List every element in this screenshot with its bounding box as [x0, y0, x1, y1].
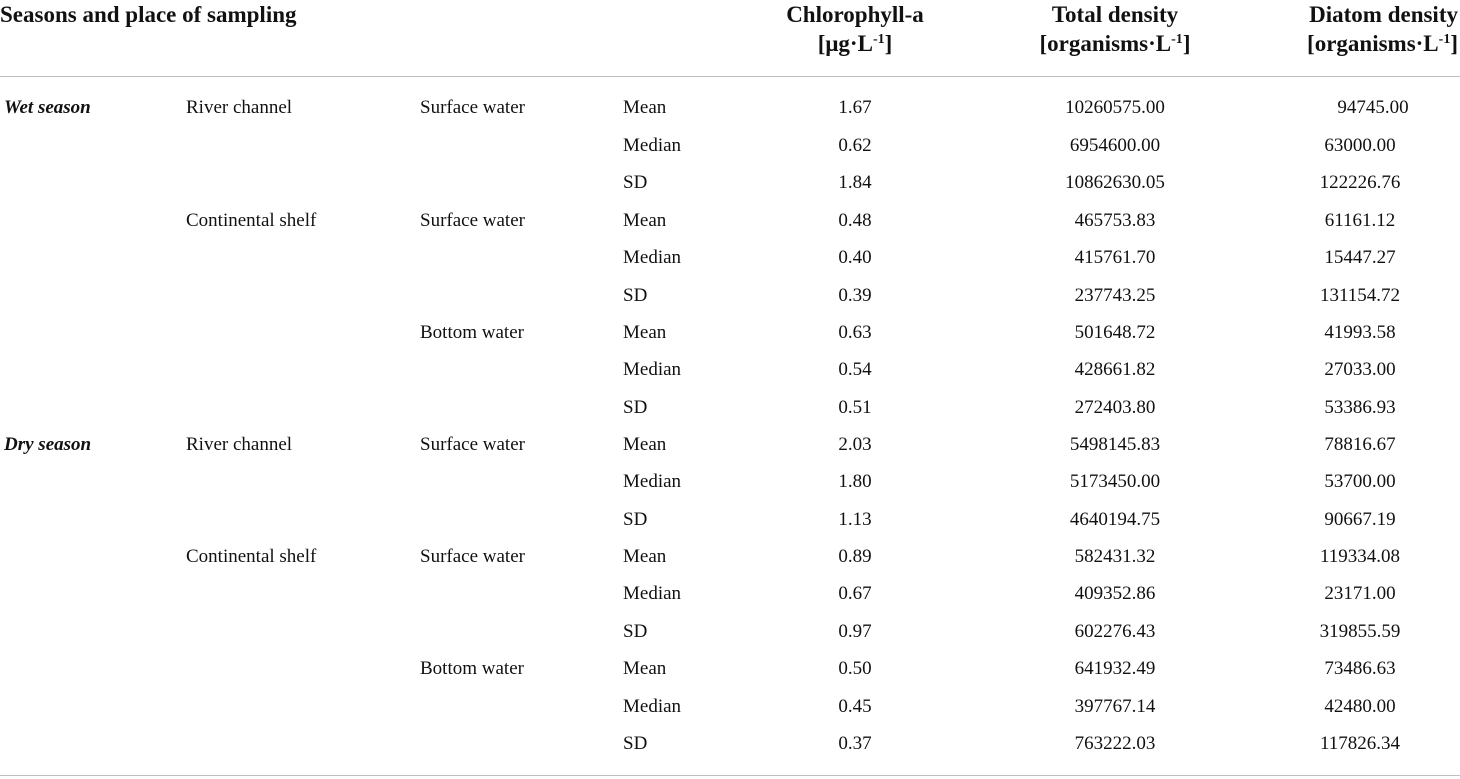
chlorophyll-value: 1.80 [838, 471, 872, 492]
unit-exponent: -1 [1438, 32, 1451, 47]
total-density-value: 428661.82 [1074, 359, 1156, 380]
chlorophyll-value: 0.63 [838, 322, 872, 343]
diatom-density-value: 319855.59 [1319, 621, 1401, 642]
header-seasons-place-label: Seasons and place of sampling [0, 2, 297, 27]
stat-label: Mean [623, 322, 667, 343]
unit-text: [organisms·L [1039, 31, 1172, 56]
header-chlorophyll-unit [740, 29, 970, 58]
header-chlorophyll-label: Chlorophyll-a [786, 2, 924, 27]
total-density-value: 6954600.00 [1069, 135, 1161, 156]
stat-label: Median [623, 247, 682, 268]
depth-label-surface-water: Surface water [420, 546, 525, 567]
stat-label: SD [623, 733, 648, 754]
total-density-value: 4640194.75 [1069, 509, 1161, 530]
stat-label: Median [623, 583, 682, 604]
unit-text: [organisms·L [1307, 31, 1439, 56]
stat-label: Median [623, 471, 682, 492]
depth-label-surface-water: Surface water [420, 434, 525, 455]
total-density-value: 415761.70 [1074, 247, 1156, 268]
total-density-value: 237743.25 [1074, 285, 1156, 306]
total-density-value: 602276.43 [1074, 621, 1156, 642]
chlorophyll-value: 0.50 [838, 658, 872, 679]
total-density-value: 272403.80 [1074, 397, 1156, 418]
place-label-river-channel: River channel [186, 434, 293, 455]
stat-label: Median [623, 359, 682, 380]
unit-bracket: ] [1182, 31, 1191, 56]
unit-bracket: ] [884, 31, 893, 56]
diatom-density-value: 61161.12 [1324, 210, 1396, 231]
stat-label: Mean [623, 97, 667, 118]
stat-label: Median [623, 135, 682, 156]
header-total-density-label: Total density [1051, 2, 1179, 27]
stat-label: SD [623, 397, 648, 418]
diatom-density-value: 27033.00 [1324, 359, 1396, 380]
chlorophyll-value: 0.40 [838, 247, 872, 268]
total-density-value: 763222.03 [1074, 733, 1156, 754]
place-label-river-channel: River channel [186, 97, 293, 118]
diatom-density-value: 42480.00 [1324, 696, 1396, 717]
diatom-density-value: 53700.00 [1324, 471, 1396, 492]
depth-label-bottom-water: Bottom water [420, 322, 524, 343]
chlorophyll-value: 0.51 [838, 397, 872, 418]
stat-label: SD [623, 621, 648, 642]
total-density-value: 397767.14 [1074, 696, 1156, 717]
chlorophyll-value: 0.48 [838, 210, 872, 231]
stat-label: Median [623, 696, 682, 717]
place-label-continental-shelf: Continental shelf [186, 546, 317, 567]
total-density-value: 641932.49 [1074, 658, 1156, 679]
diatom-density-value: 15447.27 [1324, 247, 1396, 268]
header-divider [0, 76, 1460, 77]
header-diatom-density [1230, 0, 1458, 58]
total-density-value: 5173450.00 [1069, 471, 1161, 492]
diatom-density-value: 23171.00 [1324, 583, 1396, 604]
header-chlorophyll [740, 0, 970, 58]
season-label-wet: Wet season [4, 97, 91, 118]
diatom-density-value: 73486.63 [1324, 658, 1396, 679]
total-density-value: 465753.83 [1074, 210, 1156, 231]
chlorophyll-value: 0.62 [838, 135, 872, 156]
total-density-value: 409352.86 [1074, 583, 1156, 604]
stat-label: SD [623, 285, 648, 306]
unit-exponent: -1 [872, 32, 885, 47]
chlorophyll-value: 1.67 [838, 97, 872, 118]
chlorophyll-value: 1.84 [838, 172, 872, 193]
total-density-value: 582431.32 [1074, 546, 1156, 567]
place-label-continental-shelf: Continental shelf [186, 210, 317, 231]
header-total-density-unit [1000, 29, 1230, 58]
total-density-value: 10862630.05 [1065, 172, 1165, 193]
diatom-density-value: 131154.72 [1319, 285, 1401, 306]
diatom-density-value: 94745.00 [1337, 97, 1409, 118]
depth-label-bottom-water: Bottom water [420, 658, 524, 679]
diatom-density-value: 119334.08 [1319, 546, 1401, 567]
diatom-density-value: 117826.34 [1319, 733, 1401, 754]
chlorophyll-value: 0.45 [838, 696, 872, 717]
stat-label: Mean [623, 210, 667, 231]
diatom-density-value: 41993.58 [1324, 322, 1396, 343]
chlorophyll-value: 0.97 [838, 621, 872, 642]
depth-label-surface-water: Surface water [420, 210, 525, 231]
stat-label: Mean [623, 434, 667, 455]
unit-exponent: -1 [1171, 32, 1183, 47]
diatom-density-value: 90667.19 [1324, 509, 1396, 530]
unit-text: [μg·L [817, 31, 873, 56]
diatom-density-value: 53386.93 [1324, 397, 1396, 418]
unit-bracket: ] [1450, 31, 1458, 56]
stat-label: SD [623, 509, 648, 530]
header-seasons-place [0, 0, 297, 29]
header-total-density [1000, 0, 1230, 58]
chlorophyll-value: 0.39 [838, 285, 872, 306]
chlorophyll-value: 0.54 [838, 359, 872, 380]
header-diatom-density-unit [1230, 29, 1458, 58]
bottom-divider [0, 775, 1460, 776]
chlorophyll-value: 2.03 [838, 434, 872, 455]
diatom-density-value: 63000.00 [1324, 135, 1396, 156]
diatom-density-value: 78816.67 [1324, 434, 1396, 455]
chlorophyll-value: 0.37 [838, 733, 872, 754]
chlorophyll-value: 1.13 [838, 509, 872, 530]
total-density-value: 5498145.83 [1069, 434, 1161, 455]
diatom-density-value: 122226.76 [1319, 172, 1401, 193]
season-label-dry: Dry season [4, 434, 92, 455]
stat-label: SD [623, 172, 648, 193]
stat-label: Mean [623, 546, 667, 567]
total-density-value: 10260575.00 [1065, 97, 1165, 118]
chlorophyll-value: 0.67 [838, 583, 872, 604]
total-density-value: 501648.72 [1074, 322, 1156, 343]
stat-label: Mean [623, 658, 667, 679]
chlorophyll-value: 0.89 [838, 546, 872, 567]
depth-label-surface-water: Surface water [420, 97, 525, 118]
header-diatom-density-label: Diatom density [1309, 2, 1458, 27]
